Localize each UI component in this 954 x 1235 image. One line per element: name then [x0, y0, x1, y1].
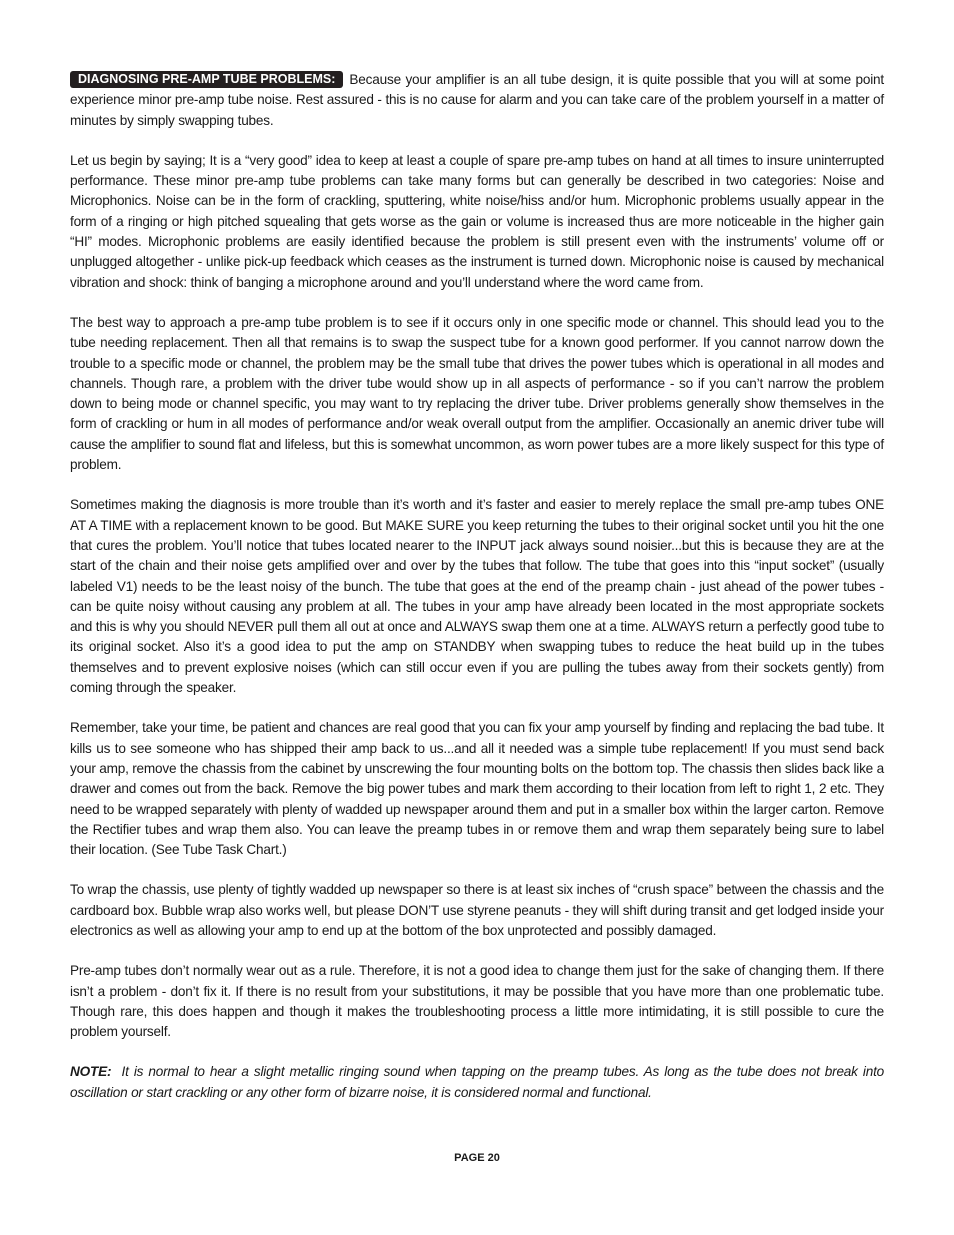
note-text: It is normal to hear a slight metallic ringing sound when tapping on the preamp tubes. As long as the tube does not break into oscillation or start crackling or any other form of bizarre noise, it is considered normal and functional. — [70, 1064, 885, 1100]
paragraph-spare-tubes: Let us begin by saying; It is a “very good” idea to keep at least a couple of spare pre-amp tubes on hand at all times to insure uninterrupted performance. These minor pre-amp tube problems can take many forms but can generally be described in two categories: Noise and Microphonics. Noise can be in the form of crackling, sputtering, white noise/hiss and/or hum. Microphonic problems usually appear in the form of a ringing or high pitched squealing that gets worse as the gain or volume is increased thus are more noticeable in the higher gain “HI” modes. Microphonic problems are easily identified because the problem is still present even with the instruments’ volume off or unplugged altogether - unlike pick-up feedback which ceases as the instrument is turned down. Microphonic noise is caused by mechanical vibration and shock: think of banging a microphone around and you’ll understand where the word came from. — [70, 152, 884, 290]
paragraph-shipping: Remember, take your time, be patient and chances are real good that you can fix your amp yourself by finding and replacing the bad tube. It kills us to see someone who has shipped their amp back to us...and all it needed was a simple tube replacement! If you must send back your amp, remove the chassis from the cabinet by unscrewing the four mounting bolts on the bottom top. The chassis then slides back like a drawer and comes out from the back. Remove the big power tubes and mark them according to their location from left to right 1, 2 etc. They need to be wrapped separately with plenty of wadded up newspaper around them and put in a smaller box within the larger carton. Remove the Rectifier tubes and wrap them also. You can leave the preamp tubes in or remove them and wrap them separately being sure to label their location. (See Tube Task Chart.) — [70, 720, 884, 858]
paragraph-replace-one-at-a-time: Sometimes making the diagnosis is more trouble than it’s worth and it’s faster and easier to merely replace the small pre-amp tubes ONE AT A TIME with a replacement known to be good. But MAKE SURE you keep returning the tubes to their original socket until you hit the one that cures the problem. You’ll notice that tubes located nearer to the INPUT jack always sound noisier...but this is because they are at the start of the chain and their noise gets amplified over and over by the tubes that follow. The tube that goes into this “input socket” (usually labeled V1) needs to be the least noisy of the bunch. The tube that goes at the end of the preamp chain - just ahead of the power tubes - can be quite noisy without causing any problem at all. The tubes in your amp have already been located in the most appropriate sockets and this is why you should NEVER pull them all out at once and ALWAYS swap them one at a time. ALWAYS return a perfectly good tube to its original socket. Also it’s a good idea to put the amp on STANDBY when swapping tubes to reduce the heat build up in the tubes themselves and to prevent explosive noises (which can still occur even if you are pulling the tubes away from their sockets gently) from coming through the speaker. — [70, 497, 884, 696]
section-heading: DIAGNOSING PRE-AMP TUBE PROBLEMS: — [70, 71, 343, 88]
document-body — [70, 70, 884, 1123]
note-paragraph — [70, 1062, 884, 1103]
intro-text: Because your amplifier is an all tube design, it is quite possible that you will at some point experience minor pre-amp tube noise. Rest assured - this is no cause for alarm and you can take care of the problem yourself in a matter of minutes by simply swapping tubes. — [70, 72, 884, 128]
paragraph-wear: Pre-amp tubes don’t normally wear out as a rule. Therefore, it is not a good idea to change them just for the sake of changing them. If there isn’t a problem - don’t fix it. If there is no result from your substitutions, it may be possible that you have more than one problematic tube. Though rare, this does happen and though it makes the troubleshooting process a little more intimidating, it is still possible to cure the problem yourself. — [70, 963, 884, 1040]
intro-paragraph — [70, 70, 884, 131]
paragraph-wrap-chassis: To wrap the chassis, use plenty of tightly wadded up newspaper so there is at least six inches of “crush space” between the chassis and the cardboard box. Bubble wrap also works well, but please DON’T use styrene peanuts - they will shift during transit and get lodged inside your electronics as well as allowing your amp to end up at the bottom of the box unprotected and possibly damaged. — [70, 882, 884, 938]
note-label: NOTE: — [70, 1064, 112, 1080]
paragraph-approach: The best way to approach a pre-amp tube problem is to see if it occurs only in one specific mode or channel. This should lead you to the tube needing replacement. Then all that remains is to swap the suspect tube for a known good performer. If you cannot narrow down the trouble to a specific mode or channel, the problem may be the small tube that drives the power tubes which is operational in all modes and channels. Though rare, a problem with the driver tube would show up in all aspects of performance - so if you can’t narrow the problem down to being mode or channel specific, you may want to try replacing the driver tube. Driver problems generally show themselves in the form of crackling or hum in all modes of performance and/or weak overall output from the amplifier. Occasionally an anemic driver tube will cause the amplifier to sound flat and lifeless, but this is somewhat uncommon, as worn power tubes are a more likely suspect for this type of problem. — [70, 314, 884, 473]
page-number: PAGE 20 — [454, 1152, 500, 1164]
